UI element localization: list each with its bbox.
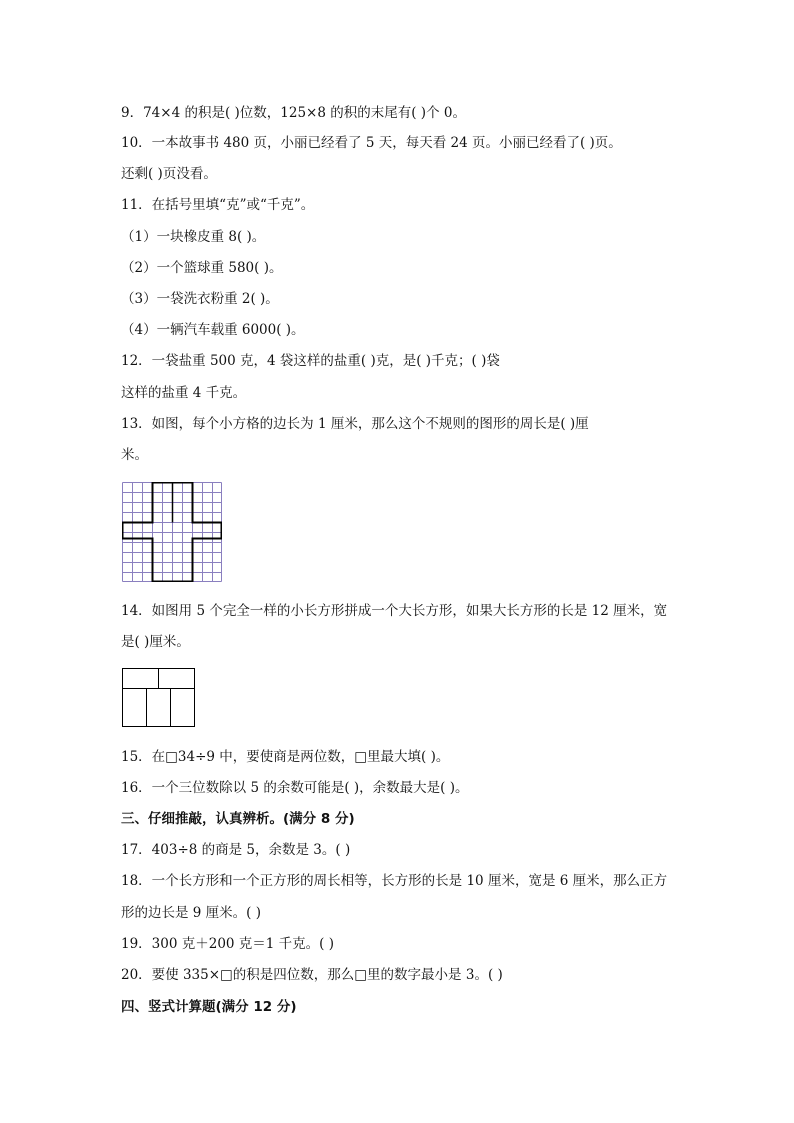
question-19: 19．300 克＋200 克＝1 千克。( ) bbox=[121, 936, 335, 952]
question-14-line2: 是( )厘米。 bbox=[121, 634, 190, 650]
question-10-line2: 还剩( )页没看。 bbox=[121, 166, 217, 182]
question-13-line2: 米。 bbox=[121, 447, 148, 463]
question-10-line1: 10．一本故事书 480 页，小丽已经看了 5 天，每天看 24 页。小丽已经看了( )页。 bbox=[121, 135, 622, 151]
question-9: 9．74×4 的积是( )位数，125×8 的积的末尾有( )个 0。 bbox=[121, 105, 466, 121]
question-17: 17．403÷8 的商是 5，余数是 3。( ) bbox=[121, 842, 351, 858]
question-14-line1: 14．如图用 5 个完全一样的小长方形拼成一个大长方形，如果大长方形的长是 12 厘米，宽 bbox=[121, 603, 668, 619]
question-11-3: （3）一袋洗衣粉重 2( )。 bbox=[121, 291, 279, 307]
rectangles-figure bbox=[122, 668, 196, 728]
question-20: 20．要使 335×□的积是四位数，那么□里的数字最小是 3。( ) bbox=[121, 967, 503, 983]
question-12-line2: 这样的盐重 4 千克。 bbox=[121, 385, 247, 401]
question-13-line1: 13．如图，每个小方格的边长为 1 厘米，那么这个不规则的图形的周长是( )厘 bbox=[121, 416, 589, 432]
question-12-line1: 12．一袋盐重 500 克，4 袋这样的盐重( )克，是( )千克；( )袋 bbox=[121, 353, 500, 369]
question-15: 15．在□34÷9 中，要使商是两位数，□里最大填( )。 bbox=[121, 749, 450, 765]
question-18-line1: 18．一个长方形和一个正方形的周长相等，长方形的长是 10 厘米，宽是 6 厘米，那么正方 bbox=[121, 873, 668, 889]
question-11: 11．在括号里填“克”或“千克”。 bbox=[121, 197, 315, 213]
section-4-heading: 四、竖式计算题(满分 12 分) bbox=[121, 999, 297, 1015]
section-3-heading: 三、仔细推敲，认真辨析。(满分 8 分) bbox=[121, 811, 355, 827]
question-16: 16．一个三位数除以 5 的余数可能是( )，余数最大是( )。 bbox=[121, 780, 469, 796]
question-11-1: （1）一块橡皮重 8( )。 bbox=[121, 229, 266, 245]
question-11-2: （2）一个篮球重 580( )。 bbox=[121, 260, 283, 276]
question-18-line2: 形的边长是 9 厘米。( ) bbox=[121, 905, 261, 921]
cross-grid-figure bbox=[122, 482, 222, 582]
question-11-4: （4）一辆汽车载重 6000( )。 bbox=[121, 322, 305, 338]
